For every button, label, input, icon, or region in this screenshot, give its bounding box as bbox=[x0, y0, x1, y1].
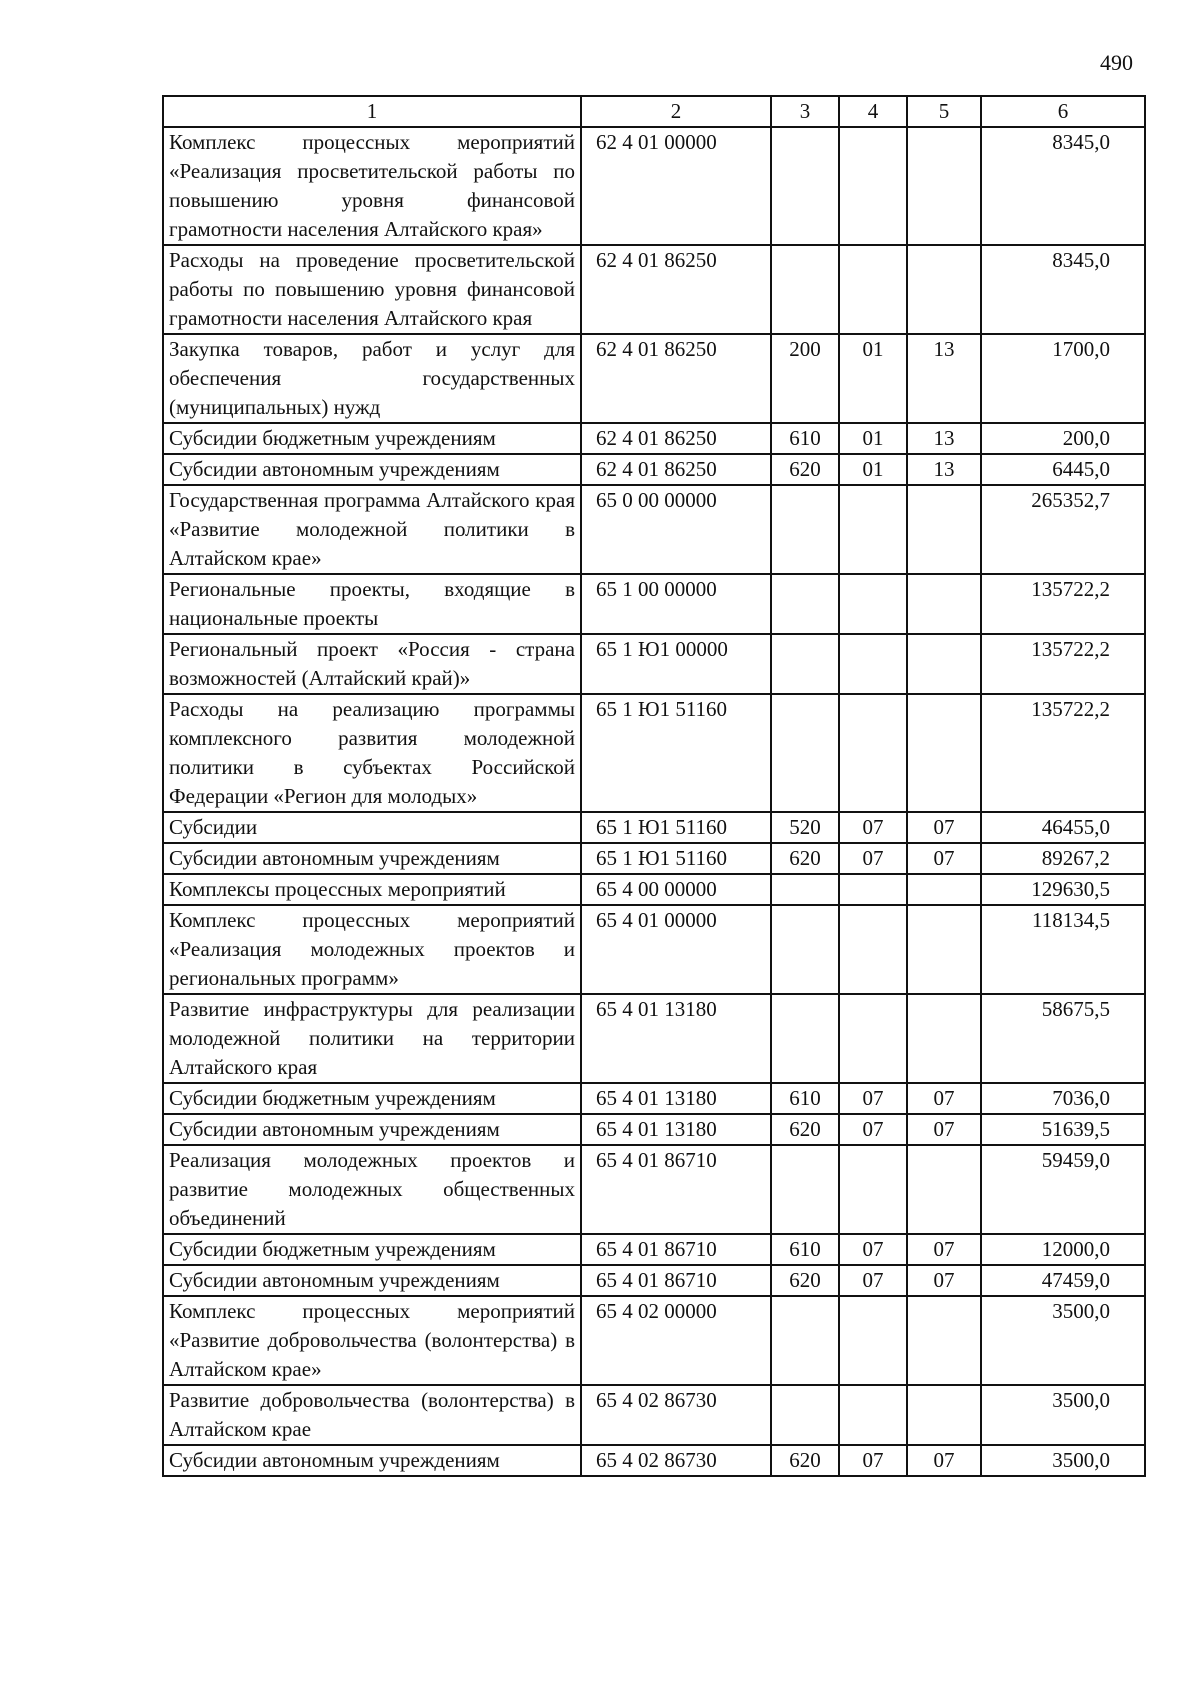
row-code-cell: 65 4 02 86730 bbox=[581, 1445, 771, 1476]
row-name-cell: Субсидии автономным учреждениям bbox=[163, 454, 581, 485]
row-code-cell: 65 4 01 13180 bbox=[581, 1114, 771, 1145]
row-amount-cell: 8345,0 bbox=[981, 245, 1145, 334]
row-col5-cell: 07 bbox=[907, 1265, 981, 1296]
table-row bbox=[163, 127, 1145, 245]
row-amount-cell: 200,0 bbox=[981, 423, 1145, 454]
row-amount-cell: 47459,0 bbox=[981, 1265, 1145, 1296]
table-row bbox=[163, 245, 1145, 334]
budget-table bbox=[162, 95, 1146, 1477]
row-code-cell: 65 1 Ю1 51160 bbox=[581, 694, 771, 812]
table-header-row bbox=[163, 96, 1145, 127]
row-amount-cell: 6445,0 bbox=[981, 454, 1145, 485]
table-row bbox=[163, 1265, 1145, 1296]
row-amount-cell: 135722,2 bbox=[981, 574, 1145, 634]
row-col5-cell: 13 bbox=[907, 334, 981, 423]
row-col5-cell bbox=[907, 245, 981, 334]
column-header: 1 bbox=[163, 96, 581, 127]
row-col3-cell bbox=[771, 874, 839, 905]
table-row bbox=[163, 1445, 1145, 1476]
row-col5-cell bbox=[907, 1296, 981, 1385]
row-col3-cell bbox=[771, 1296, 839, 1385]
table-row bbox=[163, 694, 1145, 812]
row-code-cell: 65 1 00 00000 bbox=[581, 574, 771, 634]
table-row bbox=[163, 454, 1145, 485]
row-name-cell: Субсидии бюджетным учреждениям bbox=[163, 1234, 581, 1265]
row-code-cell: 65 4 01 13180 bbox=[581, 994, 771, 1083]
row-amount-cell: 129630,5 bbox=[981, 874, 1145, 905]
row-name-cell: Государственная программа Алтайского края «Развитие молодежной политики в Алтайском крае» bbox=[163, 485, 581, 574]
row-amount-cell: 135722,2 bbox=[981, 694, 1145, 812]
row-col3-cell bbox=[771, 127, 839, 245]
row-col3-cell: 620 bbox=[771, 1445, 839, 1476]
table-row bbox=[163, 423, 1145, 454]
row-col4-cell bbox=[839, 574, 907, 634]
row-amount-cell: 12000,0 bbox=[981, 1234, 1145, 1265]
row-name-cell: Комплексы процессных мероприятий bbox=[163, 874, 581, 905]
table-row bbox=[163, 634, 1145, 694]
table-row bbox=[163, 1385, 1145, 1445]
row-amount-cell: 46455,0 bbox=[981, 812, 1145, 843]
row-name-cell: Субсидии bbox=[163, 812, 581, 843]
row-col4-cell bbox=[839, 634, 907, 694]
table-row bbox=[163, 1296, 1145, 1385]
table-row bbox=[163, 994, 1145, 1083]
row-col4-cell bbox=[839, 694, 907, 812]
row-col3-cell bbox=[771, 905, 839, 994]
table-row bbox=[163, 1114, 1145, 1145]
row-col5-cell bbox=[907, 1385, 981, 1445]
row-name-cell: Реализация молодежных проектов и развитие молодежных общественных объединений bbox=[163, 1145, 581, 1234]
row-col3-cell bbox=[771, 994, 839, 1083]
row-name-cell: Региональные проекты, входящие в национальные проекты bbox=[163, 574, 581, 634]
row-name-cell: Комплекс процессных мероприятий «Реализация просветительской работы по повышению уровня финансовой грамотности населения Алтайского края» bbox=[163, 127, 581, 245]
row-col5-cell: 07 bbox=[907, 812, 981, 843]
row-amount-cell: 118134,5 bbox=[981, 905, 1145, 994]
column-header: 5 bbox=[907, 96, 981, 127]
row-col4-cell bbox=[839, 905, 907, 994]
row-col3-cell bbox=[771, 634, 839, 694]
row-col3-cell: 200 bbox=[771, 334, 839, 423]
row-col4-cell: 07 bbox=[839, 843, 907, 874]
row-name-cell: Субсидии автономным учреждениям bbox=[163, 1265, 581, 1296]
budget-table-body bbox=[163, 96, 1145, 1476]
row-name-cell: Расходы на проведение просветительской работы по повышению уровня финансовой грамотности населения Алтайского края bbox=[163, 245, 581, 334]
table-row bbox=[163, 1234, 1145, 1265]
table-row bbox=[163, 812, 1145, 843]
row-col3-cell: 620 bbox=[771, 454, 839, 485]
row-col4-cell: 07 bbox=[839, 1083, 907, 1114]
row-col4-cell bbox=[839, 1385, 907, 1445]
row-code-cell: 65 4 01 00000 bbox=[581, 905, 771, 994]
row-col5-cell: 07 bbox=[907, 1234, 981, 1265]
row-col3-cell bbox=[771, 1385, 839, 1445]
row-code-cell: 65 0 00 00000 bbox=[581, 485, 771, 574]
row-col4-cell bbox=[839, 1296, 907, 1385]
row-col3-cell: 610 bbox=[771, 1234, 839, 1265]
row-col3-cell: 520 bbox=[771, 812, 839, 843]
row-name-cell: Региональный проект «Россия - страна возможностей (Алтайский край)» bbox=[163, 634, 581, 694]
row-col5-cell bbox=[907, 694, 981, 812]
column-header: 2 bbox=[581, 96, 771, 127]
row-col4-cell bbox=[839, 127, 907, 245]
row-col4-cell bbox=[839, 245, 907, 334]
row-col5-cell bbox=[907, 1145, 981, 1234]
row-code-cell: 65 4 01 86710 bbox=[581, 1145, 771, 1234]
row-col3-cell: 620 bbox=[771, 1265, 839, 1296]
row-col4-cell bbox=[839, 1145, 907, 1234]
row-amount-cell: 265352,7 bbox=[981, 485, 1145, 574]
row-col5-cell: 07 bbox=[907, 1114, 981, 1145]
row-amount-cell: 1700,0 bbox=[981, 334, 1145, 423]
row-col5-cell bbox=[907, 874, 981, 905]
column-header: 3 bbox=[771, 96, 839, 127]
row-name-cell: Субсидии бюджетным учреждениям bbox=[163, 1083, 581, 1114]
row-col4-cell bbox=[839, 485, 907, 574]
row-col5-cell: 07 bbox=[907, 843, 981, 874]
row-amount-cell: 135722,2 bbox=[981, 634, 1145, 694]
row-col4-cell: 01 bbox=[839, 423, 907, 454]
row-col5-cell bbox=[907, 485, 981, 574]
row-name-cell: Закупка товаров, работ и услуг для обеспечения государственных (муниципальных) нужд bbox=[163, 334, 581, 423]
row-code-cell: 65 4 01 86710 bbox=[581, 1265, 771, 1296]
row-code-cell: 62 4 01 00000 bbox=[581, 127, 771, 245]
row-col4-cell: 07 bbox=[839, 1445, 907, 1476]
row-code-cell: 65 4 01 86710 bbox=[581, 1234, 771, 1265]
column-header: 6 bbox=[981, 96, 1145, 127]
row-col4-cell bbox=[839, 874, 907, 905]
row-col3-cell bbox=[771, 574, 839, 634]
row-col3-cell: 610 bbox=[771, 423, 839, 454]
row-code-cell: 65 1 Ю1 51160 bbox=[581, 843, 771, 874]
row-col3-cell bbox=[771, 245, 839, 334]
row-code-cell: 65 4 02 86730 bbox=[581, 1385, 771, 1445]
row-code-cell: 65 1 Ю1 51160 bbox=[581, 812, 771, 843]
row-code-cell: 65 1 Ю1 00000 bbox=[581, 634, 771, 694]
row-amount-cell: 3500,0 bbox=[981, 1385, 1145, 1445]
row-amount-cell: 7036,0 bbox=[981, 1083, 1145, 1114]
row-col4-cell bbox=[839, 994, 907, 1083]
row-col5-cell bbox=[907, 905, 981, 994]
row-name-cell: Развитие инфраструктуры для реализации молодежной политики на территории Алтайского края bbox=[163, 994, 581, 1083]
row-amount-cell: 51639,5 bbox=[981, 1114, 1145, 1145]
row-name-cell: Расходы на реализацию программы комплексного развития молодежной политики в субъектах Российской Федерации «Регион для молодых» bbox=[163, 694, 581, 812]
row-amount-cell: 59459,0 bbox=[981, 1145, 1145, 1234]
row-col4-cell: 07 bbox=[839, 1265, 907, 1296]
table-row bbox=[163, 1083, 1145, 1114]
row-col5-cell bbox=[907, 574, 981, 634]
row-col5-cell: 13 bbox=[907, 423, 981, 454]
row-col5-cell bbox=[907, 634, 981, 694]
row-name-cell: Комплекс процессных мероприятий «Развитие добровольчества (волонтерства) в Алтайском крае» bbox=[163, 1296, 581, 1385]
row-name-cell: Развитие добровольчества (волонтерства) в Алтайском крае bbox=[163, 1385, 581, 1445]
row-name-cell: Комплекс процессных мероприятий «Реализация молодежных проектов и региональных программ» bbox=[163, 905, 581, 994]
row-name-cell: Субсидии автономным учреждениям bbox=[163, 1445, 581, 1476]
row-col5-cell: 13 bbox=[907, 454, 981, 485]
row-amount-cell: 3500,0 bbox=[981, 1296, 1145, 1385]
table-row bbox=[163, 874, 1145, 905]
row-code-cell: 65 4 01 13180 bbox=[581, 1083, 771, 1114]
row-name-cell: Субсидии автономным учреждениям bbox=[163, 843, 581, 874]
row-col5-cell: 07 bbox=[907, 1445, 981, 1476]
column-header: 4 bbox=[839, 96, 907, 127]
row-col5-cell bbox=[907, 127, 981, 245]
table-row bbox=[163, 1145, 1145, 1234]
row-col4-cell: 01 bbox=[839, 454, 907, 485]
page-number: 490 bbox=[1100, 50, 1133, 75]
row-col4-cell: 07 bbox=[839, 1114, 907, 1145]
row-col4-cell: 01 bbox=[839, 334, 907, 423]
row-amount-cell: 89267,2 bbox=[981, 843, 1145, 874]
row-code-cell: 65 4 02 00000 bbox=[581, 1296, 771, 1385]
table-row bbox=[163, 334, 1145, 423]
table-row bbox=[163, 843, 1145, 874]
row-col3-cell: 610 bbox=[771, 1083, 839, 1114]
row-code-cell: 62 4 01 86250 bbox=[581, 423, 771, 454]
row-code-cell: 62 4 01 86250 bbox=[581, 454, 771, 485]
row-col3-cell bbox=[771, 485, 839, 574]
table-row bbox=[163, 485, 1145, 574]
row-col5-cell: 07 bbox=[907, 1083, 981, 1114]
row-amount-cell: 8345,0 bbox=[981, 127, 1145, 245]
row-col3-cell bbox=[771, 694, 839, 812]
row-col3-cell: 620 bbox=[771, 1114, 839, 1145]
table-row bbox=[163, 905, 1145, 994]
row-name-cell: Субсидии автономным учреждениям bbox=[163, 1114, 581, 1145]
row-name-cell: Субсидии бюджетным учреждениям bbox=[163, 423, 581, 454]
row-code-cell: 65 4 00 00000 bbox=[581, 874, 771, 905]
row-col5-cell bbox=[907, 994, 981, 1083]
row-col3-cell bbox=[771, 1145, 839, 1234]
table-row bbox=[163, 574, 1145, 634]
row-col4-cell: 07 bbox=[839, 1234, 907, 1265]
row-code-cell: 62 4 01 86250 bbox=[581, 334, 771, 423]
row-col4-cell: 07 bbox=[839, 812, 907, 843]
row-amount-cell: 58675,5 bbox=[981, 994, 1145, 1083]
row-amount-cell: 3500,0 bbox=[981, 1445, 1145, 1476]
row-col3-cell: 620 bbox=[771, 843, 839, 874]
row-code-cell: 62 4 01 86250 bbox=[581, 245, 771, 334]
